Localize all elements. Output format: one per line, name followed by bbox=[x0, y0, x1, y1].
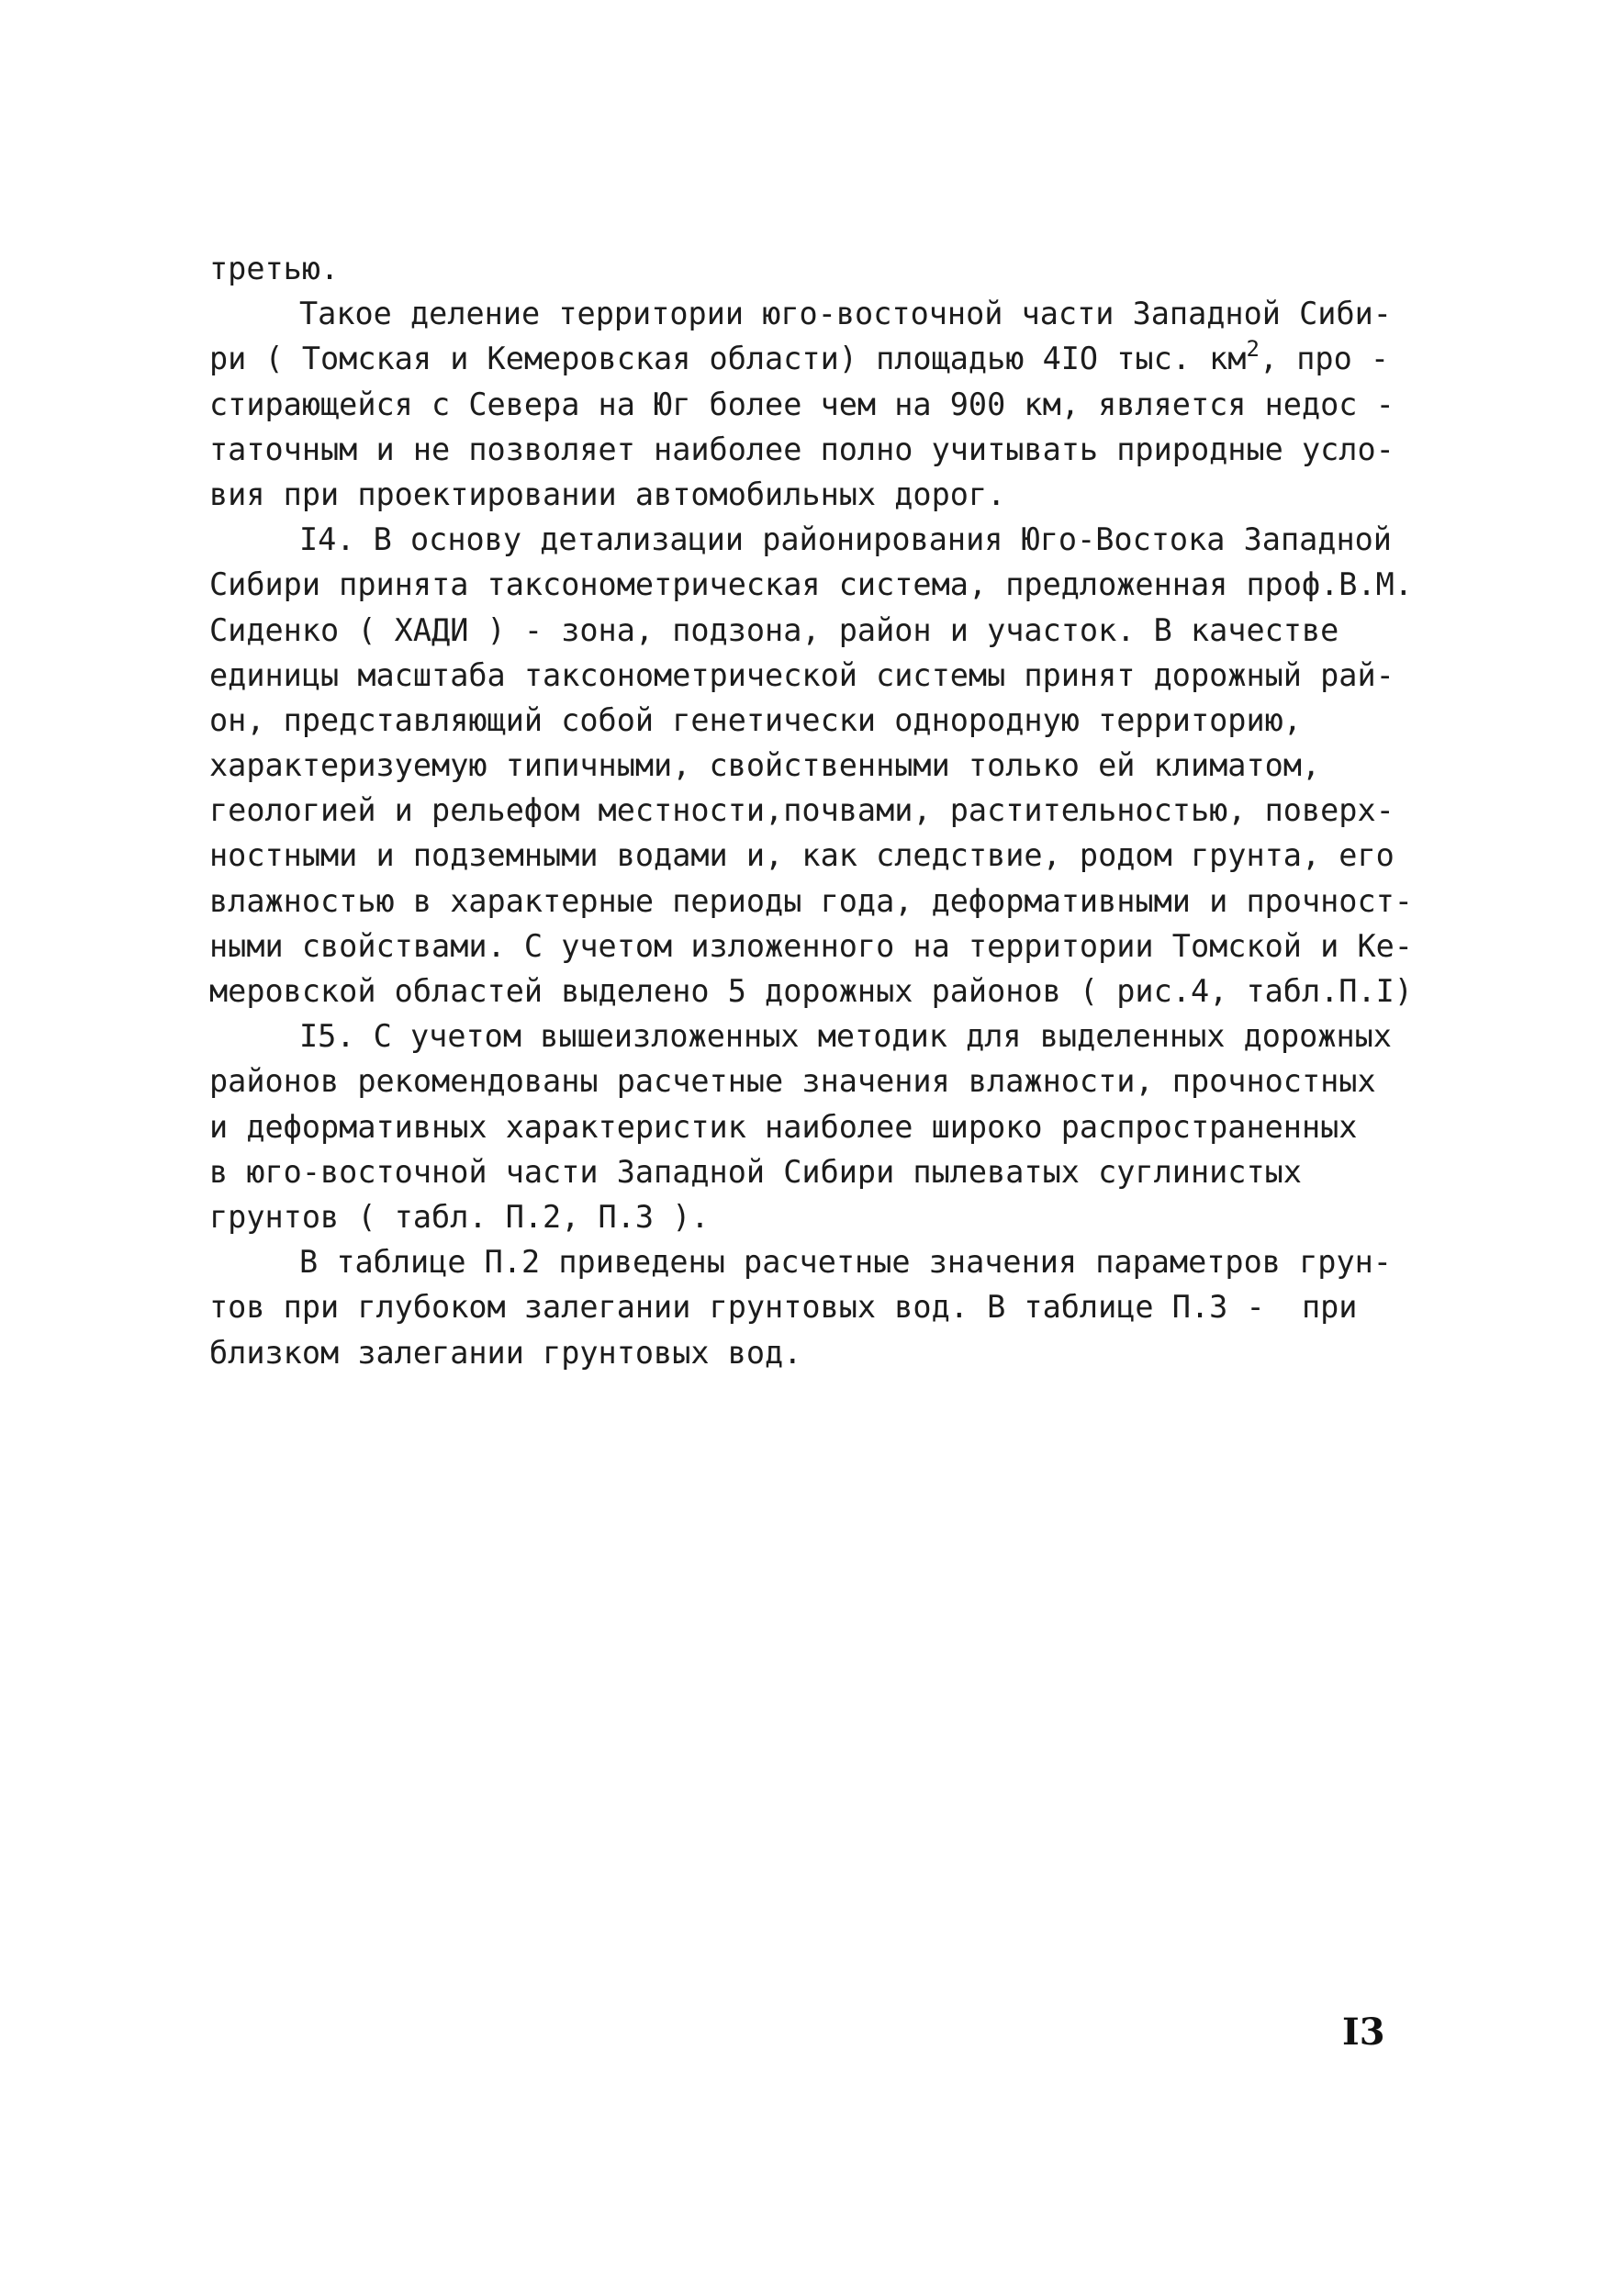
text-line-16: ными свойствами. С учетом изложенного на территории Томской и Ке- bbox=[209, 927, 1413, 964]
text-line-19: районов рекомендованы расчетные значения влажности, прочностных bbox=[209, 1063, 1376, 1100]
page-number: I3 bbox=[1342, 2010, 1385, 2054]
superscript-2: 2 bbox=[1246, 336, 1260, 363]
text-line-13: геологией и рельефом местности,почвами, растительностью, поверх- bbox=[209, 792, 1395, 829]
text-line-24: тов при глубоком залегании грунтовых вод. В таблице П.3 - при bbox=[209, 1289, 1358, 1326]
text-line-6: вия при проектировании автомобильных дорог. bbox=[209, 476, 1006, 512]
text-line-14: ностными и подземными водами и, как следствие, родом грунта, его bbox=[209, 837, 1395, 874]
text-line-7: I4. В основу детализации районирования Юго-Востока Западной bbox=[299, 521, 1392, 558]
text-line-12: характеризуемую типичными, свойственными только ей климатом, bbox=[209, 747, 1321, 784]
text-line-1: третью. bbox=[209, 251, 340, 286]
text-line-2: Такое деление территории юго-восточной части Западной Сиби- bbox=[299, 296, 1392, 332]
text-line-23: В таблице П.2 приведены расчетные значения параметров грун- bbox=[299, 1244, 1392, 1281]
text-line-9: Сиденко ( ХАДИ ) - зона, подзона, район и участок. В качестве bbox=[209, 611, 1339, 648]
text-line-3-main: ри ( Томская и Кемеровская области) площадью 4IO тыс. км bbox=[209, 341, 1247, 377]
body-text bbox=[209, 246, 1421, 1375]
text-line-17: меровской областей выделено 5 дорожных районов ( рис.4, табл.П.I) bbox=[209, 973, 1413, 1009]
text-line-3-tail: , про - bbox=[1259, 341, 1390, 377]
text-line-20: и деформативных характеристик наиболее широко распространенных bbox=[209, 1108, 1358, 1145]
text-line-4: стирающейся с Севера на Юг более чем на 900 км, является недос - bbox=[209, 386, 1395, 422]
text-line-8: Сибири принята таксонометрическая система, предложенная проф.В.М. bbox=[209, 566, 1413, 603]
text-line-25: близком залегании грунтовых вод. bbox=[209, 1334, 802, 1371]
text-line-15: влажностью в характерные периоды года, деформативными и прочност- bbox=[209, 882, 1413, 919]
text-line-18: I5. С учетом вышеизложенных методик для выделенных дорожных bbox=[299, 1018, 1392, 1055]
text-line-10: единицы масштаба таксонометрической системы принят дорожный рай- bbox=[209, 656, 1395, 693]
text-line-3 bbox=[209, 336, 1421, 381]
text-line-5: таточным и не позволяет наиболее полно учитывать природные усло- bbox=[209, 431, 1395, 467]
text-line-11: он, представляющий собой генетически однородную территорию, bbox=[209, 701, 1302, 738]
text-line-21: в юго-восточной части Западной Сибири пылеватых суглинистых bbox=[209, 1153, 1302, 1190]
text-line-22: грунтов ( табл. П.2, П.3 ). bbox=[209, 1198, 710, 1235]
